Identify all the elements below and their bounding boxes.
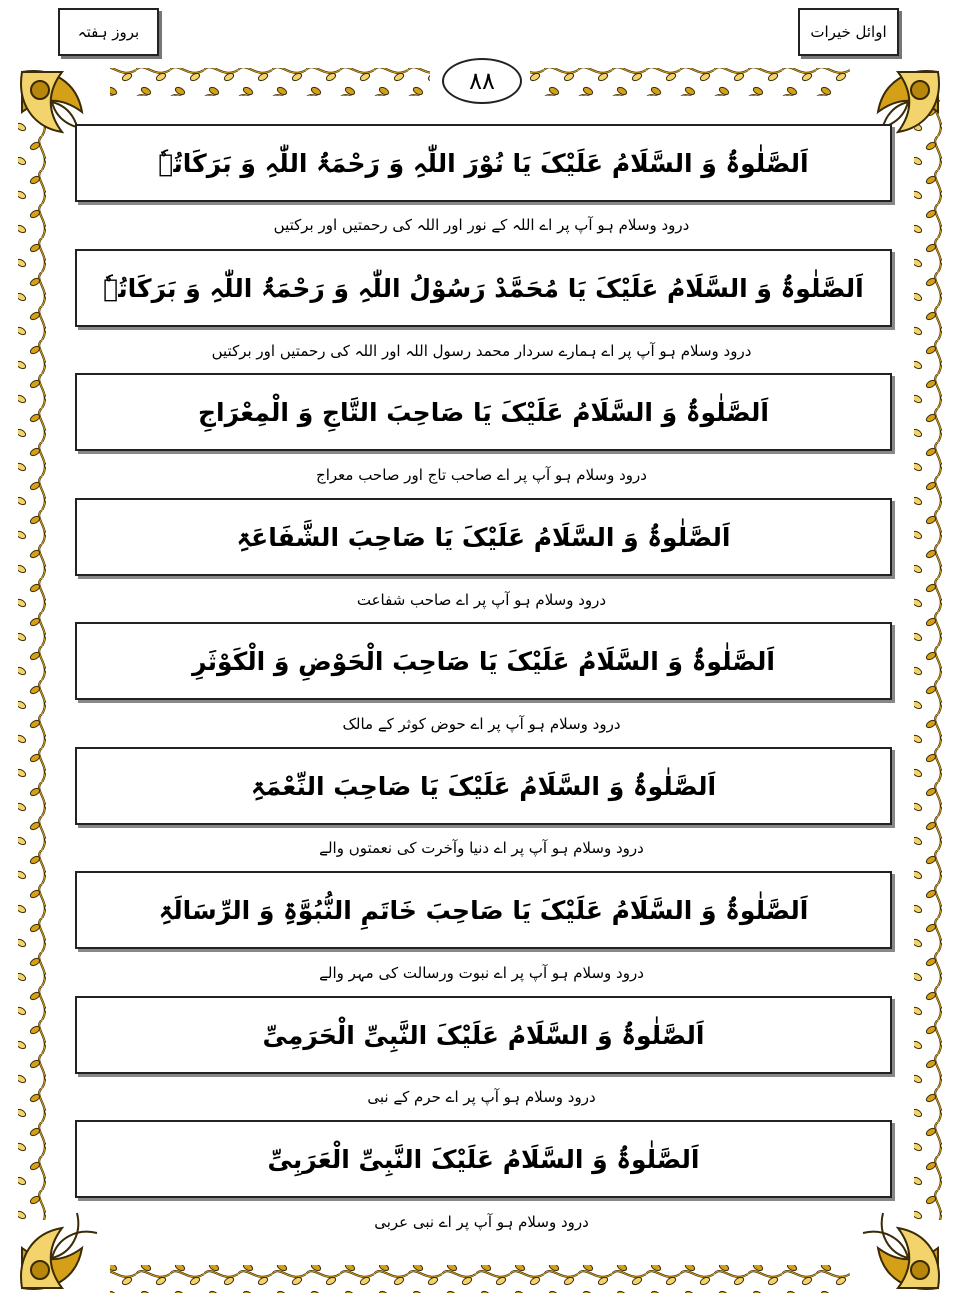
- arabic-durood-box: اَلصَّلٰوۃُ وَ السَّلَامُ عَلَیْکَ یَا صَاحِبَ الْحَوْضِ وَ الْکَوْثَرِ: [75, 622, 892, 700]
- urdu-translation: درود وسلام ہو آپ پر اے حرم کے نبی: [367, 1088, 596, 1106]
- urdu-translation: درود وسلام ہو آپ پر اے اللہ کے نور اور اللہ کی رحمتیں اور برکتیں: [273, 216, 690, 234]
- urdu-translation: درود وسلام ہو آپ پر اے ہمارے سردار محمد رسول اللہ اور اللہ کی رحمتیں اور برکتیں: [211, 342, 752, 360]
- arabic-durood-box: اَلصَّلٰوۃُ وَ السَّلَامُ عَلَیْکَ النَّبِیِّ الْعَرَبِیِّ: [75, 1120, 892, 1198]
- arabic-durood-box: اَلصَّلٰوۃُ وَ السَّلَامُ عَلَیْکَ یَا نُوْرَ اللّٰہِ وَ رَحْمَۃُ اللّٰہِ وَ بَرَکَاتُہٗ: [75, 124, 892, 202]
- urdu-translation: درود وسلام ہو آپ پر اے نبوت ورسالت کی مہر والے: [319, 964, 644, 982]
- urdu-translation: درود وسلام ہو آپ پر اے صاحب تاج اور صاحب معراج: [316, 466, 647, 484]
- day-label-box: [58, 8, 159, 56]
- arabic-durood-box: اَلصَّلٰوۃُ وَ السَّلَامُ عَلَیْکَ یَا صَاحِبَ خَاتَمِ النُّبُوَّۃِ وَ الرِّسَالَۃِ: [75, 871, 892, 949]
- urdu-translation: درود وسلام ہو آپ پر اے حوض کوثر کے مالک: [342, 715, 621, 733]
- urdu-translation: درود وسلام ہو آپ پر اے دنیا وآخرت کی نعمتوں والے: [319, 839, 644, 857]
- page-number: ٨٨: [442, 58, 522, 104]
- arabic-durood-box: اَلصَّلٰوۃُ وَ السَّلَامُ عَلَیْکَ یَا صَاحِبَ الشَّفَاعَۃِ: [75, 498, 892, 576]
- book-title-box: [798, 8, 899, 56]
- urdu-translation: درود وسلام ہو آپ پر اے صاحب شفاعت: [356, 591, 607, 609]
- urdu-translation: درود وسلام ہو آپ پر اے نبی عربی: [374, 1213, 589, 1231]
- day-label: بروز ہفتہ: [77, 23, 140, 41]
- arabic-durood-box: اَلصَّلٰوۃُ وَ السَّلَامُ عَلَیْکَ یَا صَاحِبَ النِّعْمَۃِ: [75, 747, 892, 825]
- arabic-durood-box: اَلصَّلٰوۃُ وَ السَّلَامُ عَلَیْکَ یَا صَاحِبَ التَّاجِ وَ الْمِعْرَاجِ: [75, 373, 892, 451]
- arabic-durood-box: اَلصَّلٰوۃُ وَ السَّلَامُ عَلَیْکَ یَا مُحَمَّدْ رَسُوْلُ اللّٰہِ وَ رَحْمَۃُ اللّٰہِ وَ بَرَکَاتُہٗ: [75, 249, 892, 327]
- arabic-durood-box: اَلصَّلٰوۃُ وَ السَّلَامُ عَلَیْکَ النَّبِیِّ الْحَرَمِیِّ: [75, 996, 892, 1074]
- book-title: اوائل خیرات: [810, 23, 887, 41]
